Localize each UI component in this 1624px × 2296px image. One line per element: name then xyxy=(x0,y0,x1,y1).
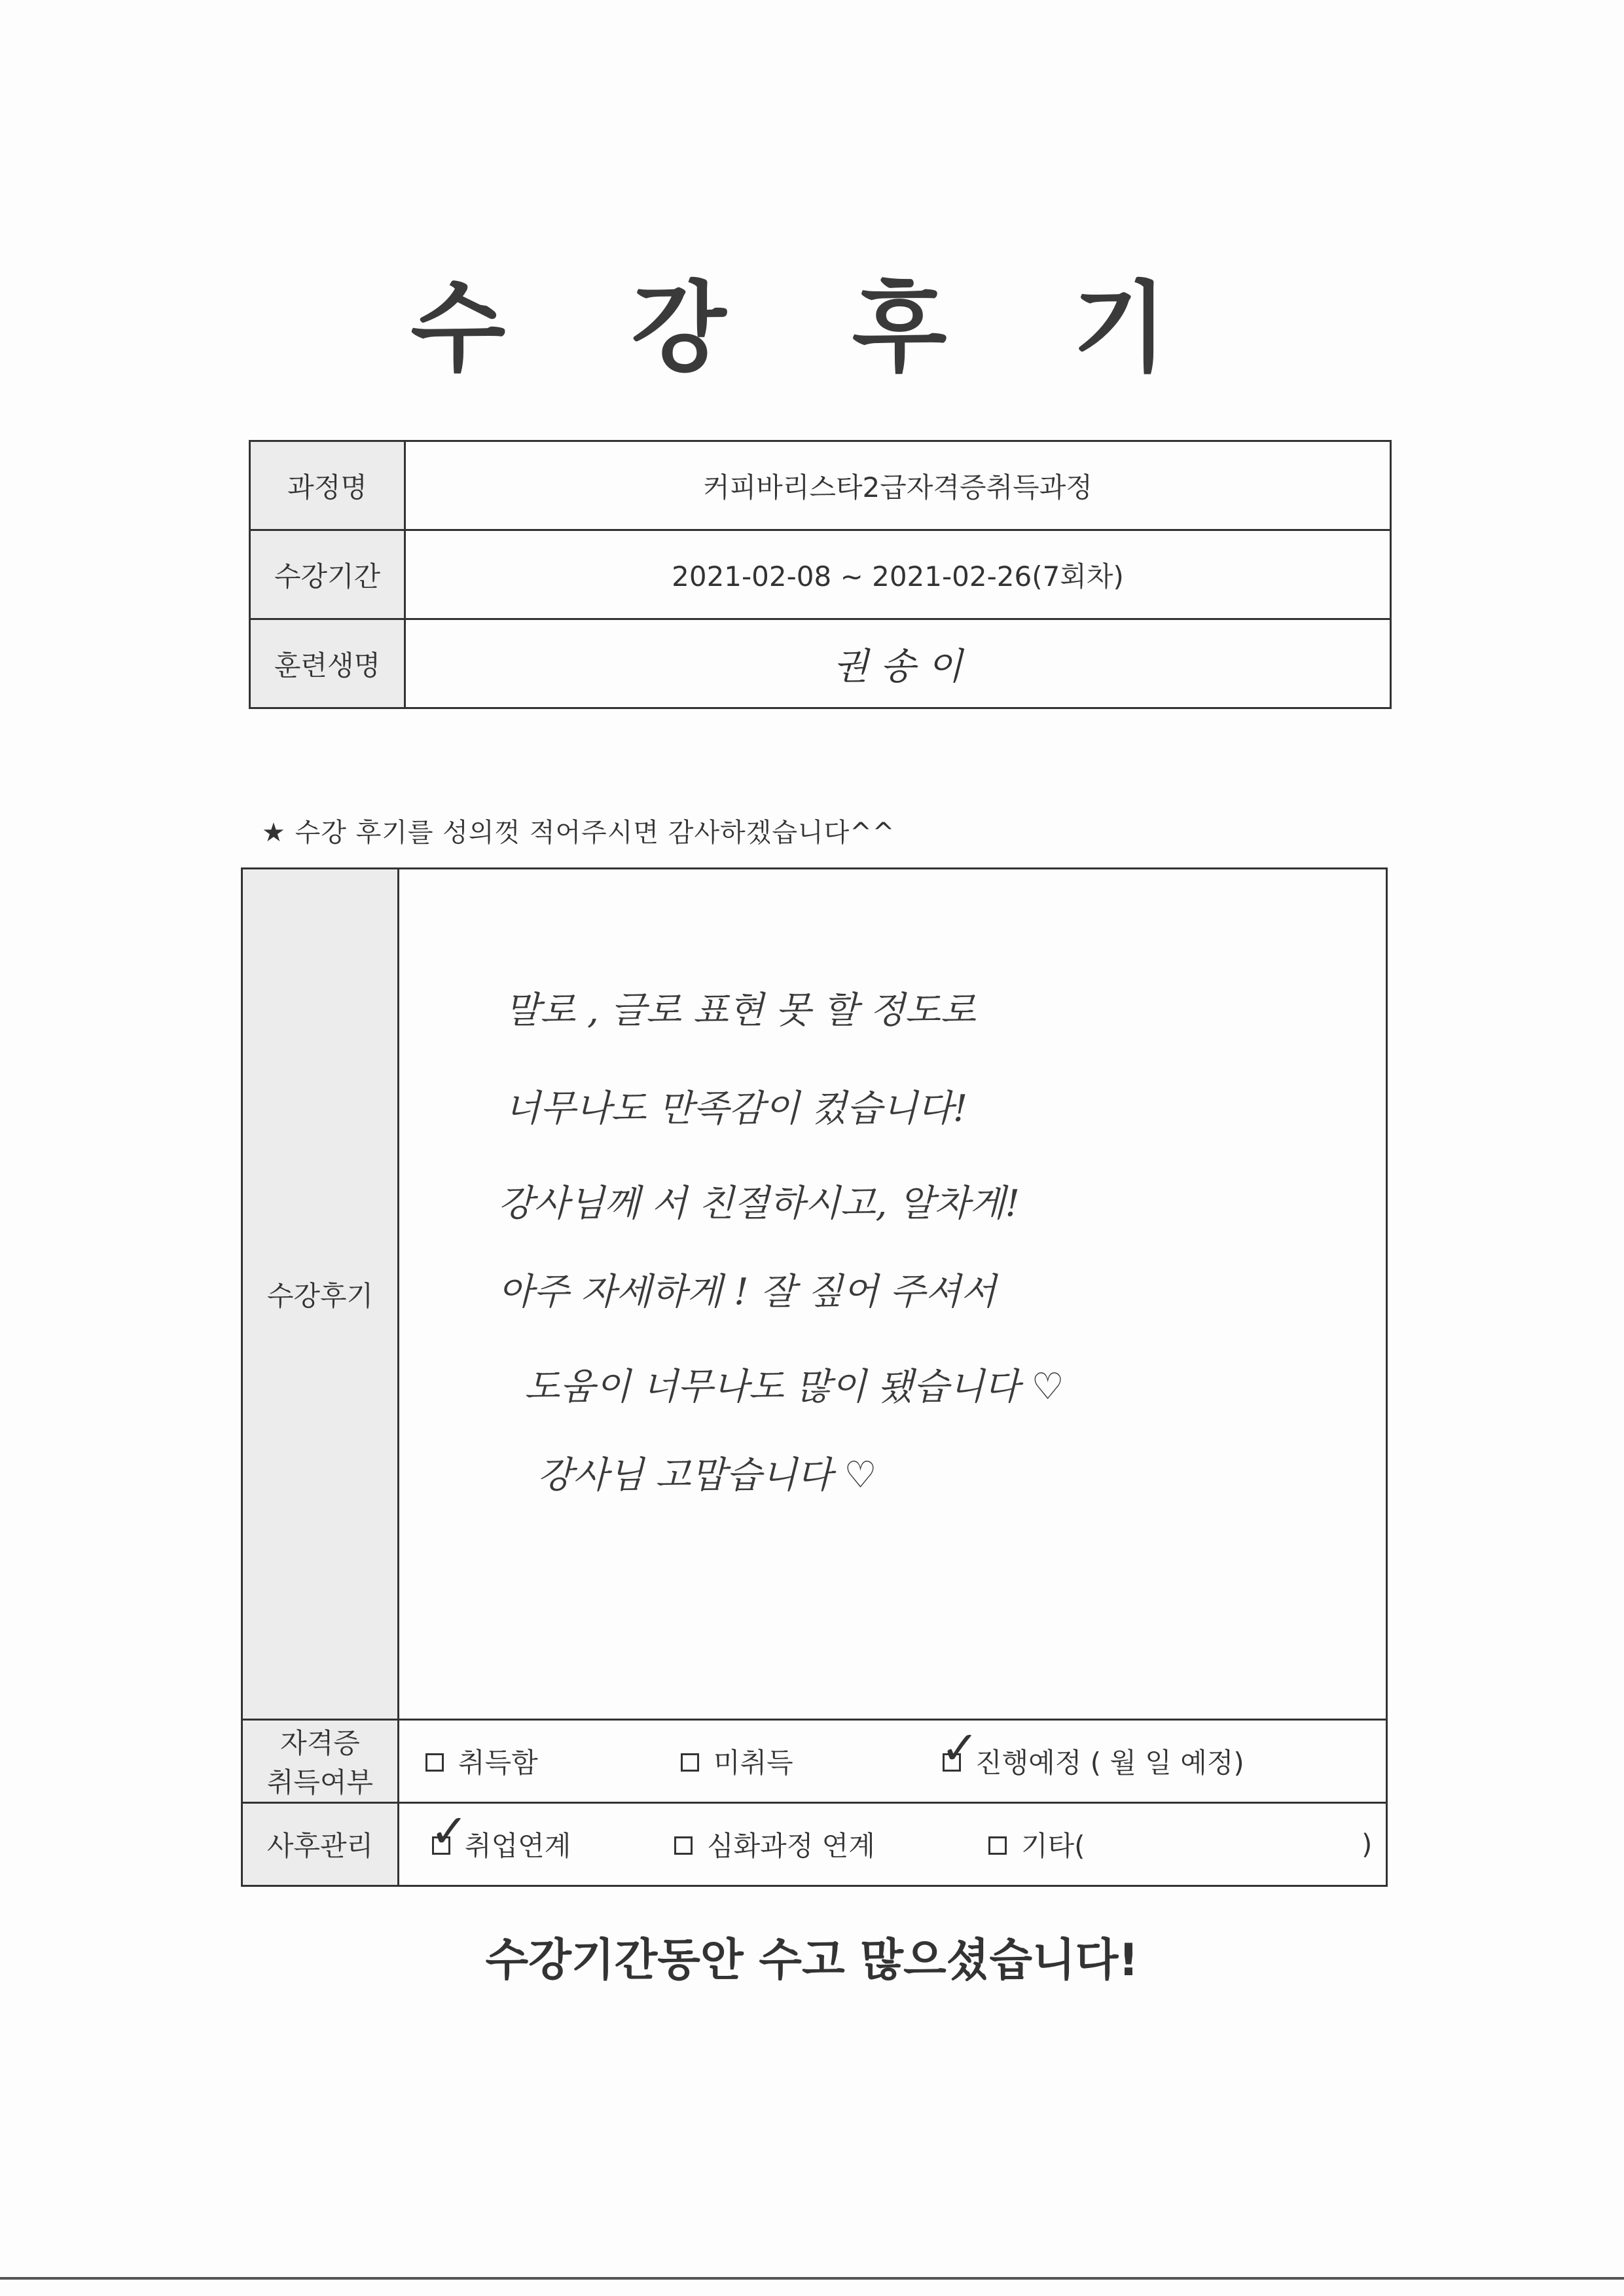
period-row xyxy=(250,530,1391,619)
course-info-table xyxy=(249,440,1392,709)
certificate-label-line2: 취득여부 xyxy=(266,1766,374,1798)
review-line: 강사님 고맙습니다 ♡ xyxy=(537,1454,877,1497)
review-line: 말로 , 글로 표현 못 할 정도로 xyxy=(505,989,976,1032)
page-title: 수 강 후 기 xyxy=(410,272,1214,386)
aftercare-label: 사후관리 xyxy=(242,1803,399,1886)
course-label: 과정명 xyxy=(250,441,405,530)
checkbox-advanced-course[interactable] xyxy=(674,1836,693,1855)
checkbox-in-progress[interactable] xyxy=(941,1721,979,1775)
option-employment[interactable] xyxy=(430,1804,571,1864)
scan-edge-line xyxy=(0,2277,1624,2280)
review-row xyxy=(242,869,1387,1720)
trainee-label: 훈련생명 xyxy=(250,619,405,708)
instruction-note: ★ 수강 후기를 성의껏 적어주시면 감사하겠습니다^^ xyxy=(262,818,895,848)
option-other-close: ) xyxy=(1362,1828,1373,1861)
course-row xyxy=(250,441,1391,530)
option-acquired[interactable] xyxy=(425,1741,538,1781)
option-in-progress-label: 진행예정 ( 월 일 예정) xyxy=(975,1747,1244,1779)
review-line: 강사님께 서 친절하시고, 알차게! xyxy=(498,1182,1020,1225)
trainee-row xyxy=(250,619,1391,708)
checkbox-other[interactable] xyxy=(988,1836,1007,1855)
checkbox-acquired[interactable] xyxy=(425,1753,444,1772)
review-label: 수강후기 xyxy=(242,869,399,1720)
option-not-acquired[interactable] xyxy=(681,1741,793,1781)
option-advanced-course-label: 심화과정 연계 xyxy=(707,1830,875,1862)
certificate-label xyxy=(242,1720,399,1803)
option-other-label: 기타( xyxy=(1021,1830,1085,1862)
closing-message: 수강기간동안 수고 많으셨습니다! xyxy=(485,1935,1139,1986)
option-advanced-course[interactable] xyxy=(674,1825,875,1864)
review-line: 아주 자세하게 ! 잘 짚어 주셔서 xyxy=(498,1271,996,1313)
aftercare-options xyxy=(399,1803,1387,1886)
review-table xyxy=(241,867,1388,1887)
review-line: 너무나도 만족감이 컸습니다! xyxy=(505,1087,968,1130)
option-acquired-label: 취득함 xyxy=(458,1747,538,1779)
certificate-options xyxy=(399,1720,1387,1803)
aftercare-row xyxy=(242,1803,1387,1886)
period-label: 수강기간 xyxy=(250,530,405,619)
period-value: 2021-02-08 ~ 2021-02-26(7회차) xyxy=(405,530,1391,619)
checkmark-icon: ✓ xyxy=(430,1804,469,1858)
option-in-progress[interactable] xyxy=(941,1721,1244,1781)
course-value: 커피바리스타2급자격증취득과정 xyxy=(405,441,1391,530)
review-body xyxy=(399,869,1387,1720)
certificate-row xyxy=(242,1720,1387,1803)
checkbox-employment[interactable] xyxy=(430,1804,469,1858)
option-not-acquired-label: 미취득 xyxy=(713,1747,793,1779)
option-employment-label: 취업연계 xyxy=(465,1830,571,1862)
checkmark-icon: ✓ xyxy=(941,1721,979,1775)
checkbox-not-acquired[interactable] xyxy=(681,1753,699,1772)
option-other[interactable] xyxy=(988,1825,1085,1864)
trainee-name: 권 송 이 xyxy=(405,619,1391,708)
review-line: 도움이 너무나도 많이 됐습니다 ♡ xyxy=(524,1366,1064,1408)
certificate-label-line1: 자격증 xyxy=(280,1727,360,1759)
